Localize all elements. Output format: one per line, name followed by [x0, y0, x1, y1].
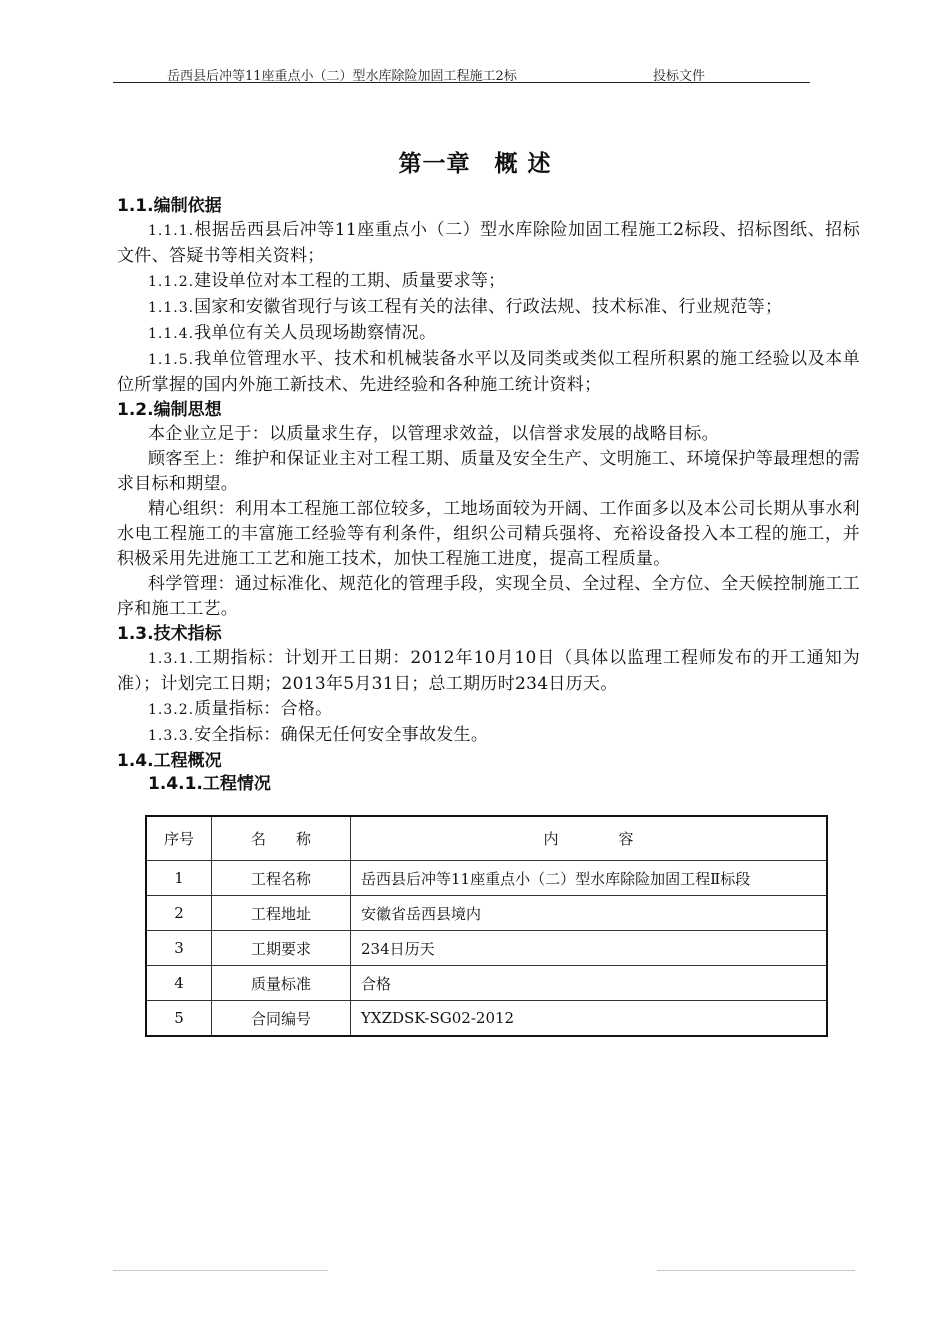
cell-no: 1 — [146, 861, 212, 896]
cell-name: 工期要求 — [212, 931, 351, 966]
basis-item-4: 1.1.4.我单位有关人员现场勘察情况。 — [148, 323, 437, 343]
basis-item-5: 1.1.5.我单位管理水平、技术和机械装备水平以及同类或类似工程所积累的施工经验以及本单位所掌握的国内外施工新技术、先进经验和各种施工统计资料； — [117, 349, 860, 395]
table-header-row — [146, 816, 827, 861]
chapter-title: 第一章 概 述 — [398, 151, 552, 177]
section-heading-1-3: 1.3.技术指标 — [117, 624, 222, 644]
table-row — [146, 966, 827, 1001]
main-content — [117, 194, 860, 795]
cell-name: 工程地址 — [212, 896, 351, 931]
principle-para-1: 本企业立足于：以质量求生存，以管理求效益，以信誉求发展的战略目标。 — [148, 424, 719, 444]
footer-rule-right — [657, 1270, 855, 1271]
cell-content: YXZDSK-SG02-2012 — [351, 1001, 828, 1037]
principle-para-3: 精心组织：利用本工程施工部位较多，工地场面较为开阔、工作面多以及本公司长期从事水利水电工程施工的丰富施工经验等有利条件，组织公司精兵强将、充裕设备投入本工程的施工，并积极采用先进施工工艺和施工技术，加快工程施工进度，提高工程质量。 — [117, 499, 860, 569]
section-heading-1-2: 1.2.编制思想 — [117, 400, 222, 420]
basis-item-3: 1.1.3.国家和安徽省现行与该工程有关的法律、行政法规、技术标准、行业规范等； — [148, 297, 783, 317]
cell-content: 合格 — [351, 966, 828, 1001]
cell-no: 4 — [146, 966, 212, 1001]
basis-item-2: 1.1.2.建设单位对本工程的工期、质量要求等； — [148, 271, 506, 291]
cell-content: 234日历天 — [351, 931, 828, 966]
table-row — [146, 896, 827, 931]
principle-para-2: 顾客至上：维护和保证业主对工程工期、质量及安全生产、文明施工、环境保护等最理想的需求目标和期望。 — [117, 449, 860, 494]
cell-no: 5 — [146, 1001, 212, 1037]
table-row — [146, 1001, 827, 1037]
header-cell-content: 内 容 — [351, 816, 828, 861]
page-header — [113, 63, 810, 83]
header-project-title: 岳西县后冲等11座重点小（二）型水库除险加固工程施工2标 — [167, 69, 517, 84]
table-row — [146, 931, 827, 966]
section-heading-1-4: 1.4.工程概况 — [117, 751, 222, 771]
footer-rule-left — [113, 1270, 328, 1271]
principle-para-4: 科学管理：通过标准化、规范化的管理手段，实现全员、全过程、全方位、全天候控制施工工序和施工工艺。 — [117, 574, 860, 619]
cell-name: 合同编号 — [212, 1001, 351, 1037]
project-info-table — [145, 815, 828, 1037]
cell-content: 安徽省岳西县境内 — [351, 896, 828, 931]
indicator-item-3: 1.3.3.安全指标：确保无任何安全事故发生。 — [148, 725, 489, 745]
header-doc-type: 投标文件 — [653, 69, 706, 84]
header-cell-name: 名 称 — [212, 816, 351, 861]
cell-no: 3 — [146, 931, 212, 966]
cell-no: 2 — [146, 896, 212, 931]
basis-item-1: 1.1.1.根据岳西县后冲等11座重点小（二）型水库除险加固工程施工2标段、招标图纸、招标文件、答疑书等相关资料； — [117, 220, 860, 266]
table-row — [146, 861, 827, 896]
indicator-item-2: 1.3.2.质量指标：合格。 — [148, 699, 333, 719]
section-heading-1-1: 1.1.编制依据 — [117, 196, 222, 216]
header-cell-no: 序号 — [146, 816, 212, 861]
indicator-item-1: 1.3.1.工期指标：计划开工日期：2012年10月10日（具体以监理工程师发布的开工通知为准）；计划完工日期；2013年5月31日；总工期历时234日历天。 — [117, 648, 860, 694]
subsection-heading-1-4-1: 1.4.1.工程情况 — [148, 774, 271, 794]
cell-name: 质量标准 — [212, 966, 351, 1001]
cell-content: 岳西县后冲等11座重点小（二）型水库除险加固工程Ⅱ标段 — [351, 861, 828, 896]
cell-name: 工程名称 — [212, 861, 351, 896]
